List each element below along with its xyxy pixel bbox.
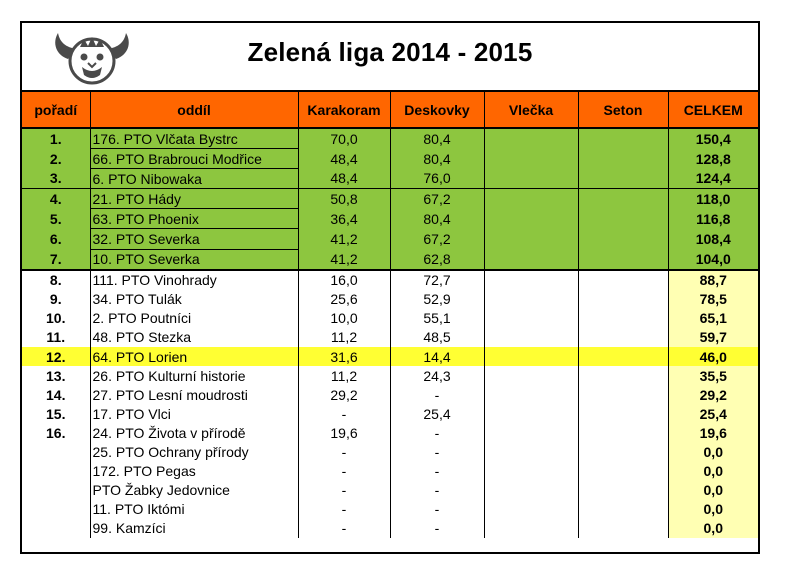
- cell-celkem: 108,4: [668, 229, 758, 249]
- header-karakoram: Karakoram: [298, 92, 390, 128]
- header-vlecka: Vlečka: [484, 92, 578, 128]
- cell-vlecka: [484, 443, 578, 462]
- cell-celkem: 118,0: [668, 189, 758, 209]
- table-row: [22, 500, 758, 519]
- cell-rank: 14.: [22, 385, 90, 404]
- cell-rank: 15.: [22, 404, 90, 423]
- cell-seton: [578, 443, 668, 462]
- cell-vlecka: [484, 249, 578, 270]
- cell-celkem: 0,0: [668, 500, 758, 519]
- cell-karakoram: -: [298, 500, 390, 519]
- cell-karakoram: -: [298, 462, 390, 481]
- table-row: [22, 443, 758, 462]
- cell-vlecka: [484, 169, 578, 189]
- cell-vlecka: [484, 149, 578, 169]
- cell-seton: [578, 309, 668, 328]
- cell-vlecka: [484, 500, 578, 519]
- cell-deskovky: 67,2: [390, 229, 484, 249]
- cell-team: 32. PTO Severka: [90, 229, 298, 249]
- cell-vlecka: [484, 481, 578, 500]
- cell-seton: [578, 128, 668, 149]
- cell-seton: [578, 347, 668, 366]
- cell-deskovky: 14,4: [390, 347, 484, 366]
- cell-karakoram: 48,4: [298, 169, 390, 189]
- cell-vlecka: [484, 423, 578, 442]
- cell-vlecka: [484, 290, 578, 309]
- cell-karakoram: 16,0: [298, 270, 390, 290]
- cell-rank: 8.: [22, 270, 90, 290]
- cell-rank: 10.: [22, 309, 90, 328]
- cell-vlecka: [484, 404, 578, 423]
- cell-team: 25. PTO Ochrany přírody: [90, 443, 298, 462]
- cell-team: 27. PTO Lesní moudrosti: [90, 385, 298, 404]
- cell-rank: 16.: [22, 423, 90, 442]
- cell-team: 34. PTO Tulák: [90, 290, 298, 309]
- cell-celkem: 88,7: [668, 270, 758, 290]
- cell-deskovky: 72,7: [390, 270, 484, 290]
- cell-seton: [578, 249, 668, 270]
- cell-deskovky: -: [390, 462, 484, 481]
- table-row: [22, 328, 758, 347]
- cell-vlecka: [484, 229, 578, 249]
- cell-deskovky: 67,2: [390, 189, 484, 209]
- cell-deskovky: 76,0: [390, 169, 484, 189]
- cell-team: 11. PTO Iktómi: [90, 500, 298, 519]
- table-row: [22, 169, 758, 189]
- cell-seton: [578, 169, 668, 189]
- cell-seton: [578, 423, 668, 442]
- results-sheet: [20, 21, 760, 554]
- table-row: [22, 347, 758, 366]
- cell-celkem: 0,0: [668, 519, 758, 538]
- cell-deskovky: -: [390, 481, 484, 500]
- cell-rank: [22, 443, 90, 462]
- cell-seton: [578, 328, 668, 347]
- cell-celkem: 78,5: [668, 290, 758, 309]
- cell-rank: [22, 500, 90, 519]
- table-row: [22, 366, 758, 385]
- table-row: [22, 209, 758, 229]
- cell-celkem: 19,6: [668, 423, 758, 442]
- cell-rank: 13.: [22, 366, 90, 385]
- cell-deskovky: 48,5: [390, 328, 484, 347]
- cell-celkem: 46,0: [668, 347, 758, 366]
- cell-team: 48. PTO Stezka: [90, 328, 298, 347]
- cell-seton: [578, 385, 668, 404]
- cell-seton: [578, 270, 668, 290]
- header-deskovky: Deskovky: [390, 92, 484, 128]
- table-row: [22, 189, 758, 209]
- cell-vlecka: [484, 385, 578, 404]
- cell-vlecka: [484, 128, 578, 149]
- cell-karakoram: 10,0: [298, 309, 390, 328]
- cell-karakoram: 50,8: [298, 189, 390, 209]
- cell-deskovky: -: [390, 385, 484, 404]
- cell-seton: [578, 189, 668, 209]
- header-rank: pořadí: [22, 92, 90, 128]
- cell-deskovky: -: [390, 519, 484, 538]
- cell-deskovky: 24,3: [390, 366, 484, 385]
- cell-rank: 7.: [22, 249, 90, 270]
- cell-vlecka: [484, 347, 578, 366]
- cell-rank: 1.: [22, 128, 90, 149]
- table-row: [22, 462, 758, 481]
- cell-seton: [578, 229, 668, 249]
- cell-celkem: 65,1: [668, 309, 758, 328]
- cell-celkem: 150,4: [668, 128, 758, 149]
- cell-team: 176. PTO Vlčata Bystrc: [90, 128, 298, 149]
- cell-celkem: 35,5: [668, 366, 758, 385]
- cell-karakoram: -: [298, 404, 390, 423]
- cell-rank: 4.: [22, 189, 90, 209]
- cell-celkem: 25,4: [668, 404, 758, 423]
- cell-karakoram: 48,4: [298, 149, 390, 169]
- cell-seton: [578, 404, 668, 423]
- cell-rank: 12.: [22, 347, 90, 366]
- cell-karakoram: -: [298, 519, 390, 538]
- table-row: [22, 385, 758, 404]
- cell-karakoram: 19,6: [298, 423, 390, 442]
- cell-rank: 11.: [22, 328, 90, 347]
- cell-team: 10. PTO Severka: [90, 249, 298, 270]
- cell-karakoram: 70,0: [298, 128, 390, 149]
- cell-seton: [578, 500, 668, 519]
- table-row: [22, 270, 758, 290]
- header-row: [22, 92, 758, 128]
- cell-karakoram: 41,2: [298, 229, 390, 249]
- cell-karakoram: -: [298, 481, 390, 500]
- cell-team: 64. PTO Lorien: [90, 347, 298, 366]
- cell-deskovky: -: [390, 500, 484, 519]
- cell-celkem: 29,2: [668, 385, 758, 404]
- cell-team: PTO Žabky Jedovnice: [90, 481, 298, 500]
- cell-seton: [578, 519, 668, 538]
- cell-team: 26. PTO Kulturní historie: [90, 366, 298, 385]
- cell-karakoram: 11,2: [298, 366, 390, 385]
- cell-team: 6. PTO Nibowaka: [90, 169, 298, 189]
- table-row: [22, 290, 758, 309]
- cell-celkem: 104,0: [668, 249, 758, 270]
- cell-team: 172. PTO Pegas: [90, 462, 298, 481]
- cell-celkem: 128,8: [668, 149, 758, 169]
- results-table: [22, 92, 758, 538]
- cell-team: 111. PTO Vinohrady: [90, 270, 298, 290]
- cell-deskovky: -: [390, 423, 484, 442]
- cell-rank: 5.: [22, 209, 90, 229]
- cell-rank: 6.: [22, 229, 90, 249]
- cell-vlecka: [484, 366, 578, 385]
- cell-seton: [578, 209, 668, 229]
- cell-rank: 9.: [22, 290, 90, 309]
- cell-seton: [578, 481, 668, 500]
- cell-deskovky: 80,4: [390, 209, 484, 229]
- cell-karakoram: 29,2: [298, 385, 390, 404]
- cell-deskovky: -: [390, 443, 484, 462]
- table-row: [22, 519, 758, 538]
- cell-team: 17. PTO Vlci: [90, 404, 298, 423]
- cell-celkem: 59,7: [668, 328, 758, 347]
- cell-celkem: 116,8: [668, 209, 758, 229]
- cell-rank: 2.: [22, 149, 90, 169]
- cell-vlecka: [484, 328, 578, 347]
- cell-karakoram: 36,4: [298, 209, 390, 229]
- header-seton: Seton: [578, 92, 668, 128]
- cell-team: 24. PTO Života v přírodě: [90, 423, 298, 442]
- cell-celkem: 0,0: [668, 462, 758, 481]
- table-row: [22, 404, 758, 423]
- cell-vlecka: [484, 270, 578, 290]
- table-row: [22, 309, 758, 328]
- table-row: [22, 149, 758, 169]
- cell-deskovky: 25,4: [390, 404, 484, 423]
- cell-seton: [578, 462, 668, 481]
- cell-vlecka: [484, 189, 578, 209]
- cell-vlecka: [484, 462, 578, 481]
- cell-seton: [578, 149, 668, 169]
- cell-deskovky: 52,9: [390, 290, 484, 309]
- cell-celkem: 124,4: [668, 169, 758, 189]
- cell-karakoram: 41,2: [298, 249, 390, 270]
- header-team: oddíl: [90, 92, 298, 128]
- cell-team: 21. PTO Hády: [90, 189, 298, 209]
- cell-team: 63. PTO Phoenix: [90, 209, 298, 229]
- cell-karakoram: 25,6: [298, 290, 390, 309]
- cell-deskovky: 80,4: [390, 128, 484, 149]
- header-celkem: CELKEM: [668, 92, 758, 128]
- cell-deskovky: 62,8: [390, 249, 484, 270]
- cell-rank: [22, 462, 90, 481]
- cell-team: 2. PTO Poutníci: [90, 309, 298, 328]
- cell-seton: [578, 366, 668, 385]
- cell-team: 99. Kamzíci: [90, 519, 298, 538]
- cell-karakoram: 31,6: [298, 347, 390, 366]
- table-row: [22, 229, 758, 249]
- cell-vlecka: [484, 309, 578, 328]
- page-title: Zelená liga 2014 - 2015: [247, 37, 533, 67]
- cell-celkem: 0,0: [668, 443, 758, 462]
- cell-team: 66. PTO Brabrouci Modřice: [90, 149, 298, 169]
- title-bar: [22, 23, 758, 92]
- table-row: [22, 249, 758, 270]
- table-row: [22, 128, 758, 149]
- table-row: [22, 423, 758, 442]
- cell-vlecka: [484, 519, 578, 538]
- cell-deskovky: 55,1: [390, 309, 484, 328]
- cell-karakoram: 11,2: [298, 328, 390, 347]
- cell-karakoram: -: [298, 443, 390, 462]
- cell-deskovky: 80,4: [390, 149, 484, 169]
- cell-celkem: 0,0: [668, 481, 758, 500]
- cell-rank: [22, 519, 90, 538]
- cell-seton: [578, 290, 668, 309]
- cell-vlecka: [484, 209, 578, 229]
- cell-rank: 3.: [22, 169, 90, 189]
- cell-rank: [22, 481, 90, 500]
- table-row: [22, 481, 758, 500]
